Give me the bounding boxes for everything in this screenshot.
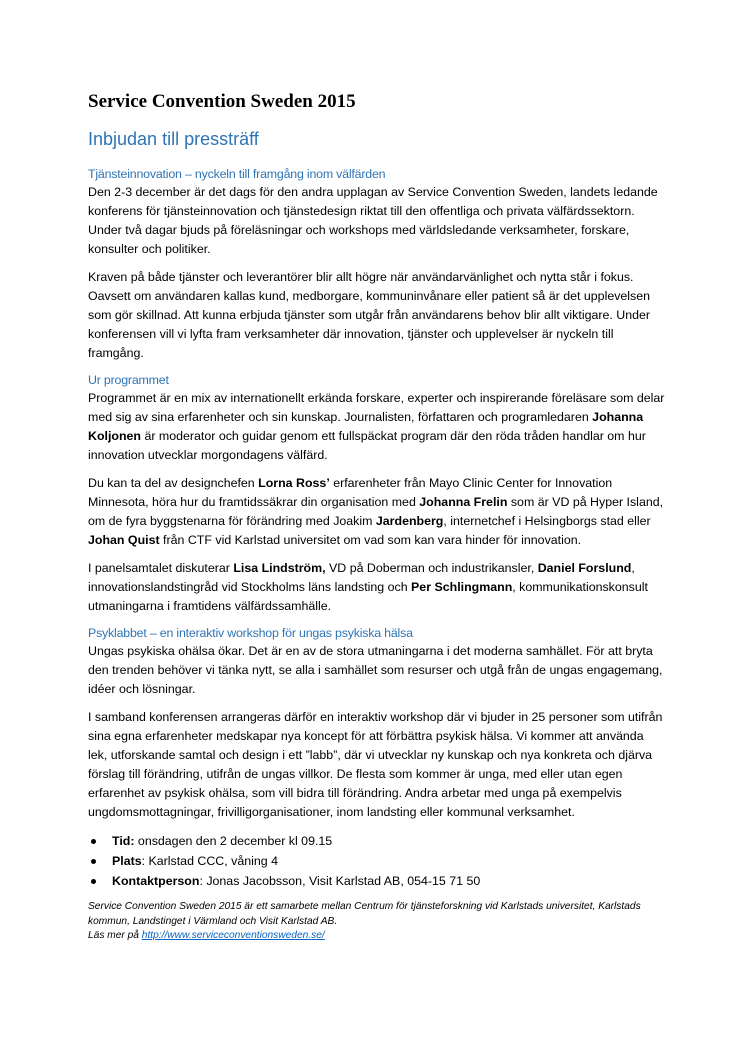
section-heading: Ur programmet [88,373,169,387]
paragraph: Du kan ta del av designchefen Lorna Ross’ erfarenheter från Mayo Clinic Center for Innovation Minnesota, höra hur du framtidssäkrar din organisation med Johanna Frelin som är VD på Hyper Island, om de fyra byggstenarna för förändring med Joakim Jardenberg, internetchef i Helsingborgs stad eller Johan Quist från CTF vid Karlstad universitet om vad som kan vara hinder för innovation. [88,476,664,547]
section-heading: Tjänsteinnovation – nyckeln till framgång inom välfärden [88,167,386,181]
paragraph: I panelsamtalet diskuterar Lisa Lindström, VD på Doberman och industrikansler, Daniel Forslund, innovationslandstingråd vid Stockholms läns landsting och Per Schlingmann, kommunikationskonsult utmaningarna i framtidens välfärdssamhälle. [88,561,648,613]
paragraph: Kraven på både tjänster och leverantörer blir allt högre när användarvänlighet och nytta står i fokus. Oavsett om användaren kallas kund, medborgare, kommuninvånare eller patient så är det upplevelsen som gör skillnad. Att kunna erbjuda tjänster som utgår från användarens behov blir allt viktigare. Under konferensen vill vi lyfta fram verksamheter där innovation, tjänster och upplevelser är nyckeln till framgång. [88,270,651,360]
section-service-innovation [88,166,666,363]
list-item-place: Plats: Karlstad CCC, våning 4 [88,851,666,871]
document-subtitle: Inbjudan till pressträff [88,129,259,149]
paragraph: Programmet är en mix av internationellt erkända forskare, experter och inspirerande föreläsare som delar med sig av sina erfarenheter och sin kunskap. Journalisten, författaren och programledaren Johanna Koljonen är moderator och guidar genom ett fullspäckat program där den röda tråden handlar om hur innovation utvecklar morgondagens välfärd. [88,391,665,462]
section-heading: Psyklabbet – en interaktiv workshop för ungas psykiska hälsa [88,626,413,640]
list-item-time: Tid: onsdagen den 2 december kl 09.15 [88,831,666,851]
document-title: Service Convention Sweden 2015 [88,91,356,112]
footer-note: Service Convention Sweden 2015 är ett samarbete mellan Centrum för tjänsteforskning vid Karlstads universitet, Karlstads kommun, Landstinget i Värmland och Visit Karlstad AB. Läs mer på http://www.serviceconventionsweden.se/ [88,901,641,941]
event-details-list [88,831,666,891]
list-item-contact: Kontaktperson: Jonas Jacobsson, Visit Karlstad AB, 054-15 71 50 [88,871,666,891]
section-psyklabbet [88,625,666,822]
paragraph: Ungas psykiska ohälsa ökar. Det är en av de stora utmaningarna i det moderna samhället. För att bryta den trenden behöver vi tänka nytt, se alla i samhället som resurser och utgå från de ungas engagemang, idéer och lösningar. [88,644,663,696]
paragraph: Den 2-3 december är det dags för den andra upplagan av Service Convention Sweden, landets ledande konferens för tjänsteinnovation och tjänstedesign riktat till den offentliga och privata välfärdssektorn. Under två dagar bjuds på föreläsningar och workshops med världsledande verksamheter, forskare, konsulter och politiker. [88,185,658,256]
section-program [88,372,666,616]
paragraph: I samband konferensen arrangeras därför en interaktiv workshop där vi bjuder in 25 personer som utifrån sina egna erfarenheter medskapar nya koncept för att förbättra psykisk hälsa. Vi kommer att använda lek, utforskande samtal och design i ett ”labb”, där vi utvecklar ny kunskap och nya konkreta och djärva förslag till förändring, utifrån de ungas villkor. De flesta som kommer är unga, med eller utan egen erfarenhet av psykisk ohälsa, som vill bidra till förändring. Andra arbetar med unga på exempelvis ungdomsmottagningar, frivilligorganisationer, inom landsting eller kommunal verksamhet. [88,710,663,819]
website-link[interactable]: http://www.serviceconventionsweden.se/ [141,930,325,941]
